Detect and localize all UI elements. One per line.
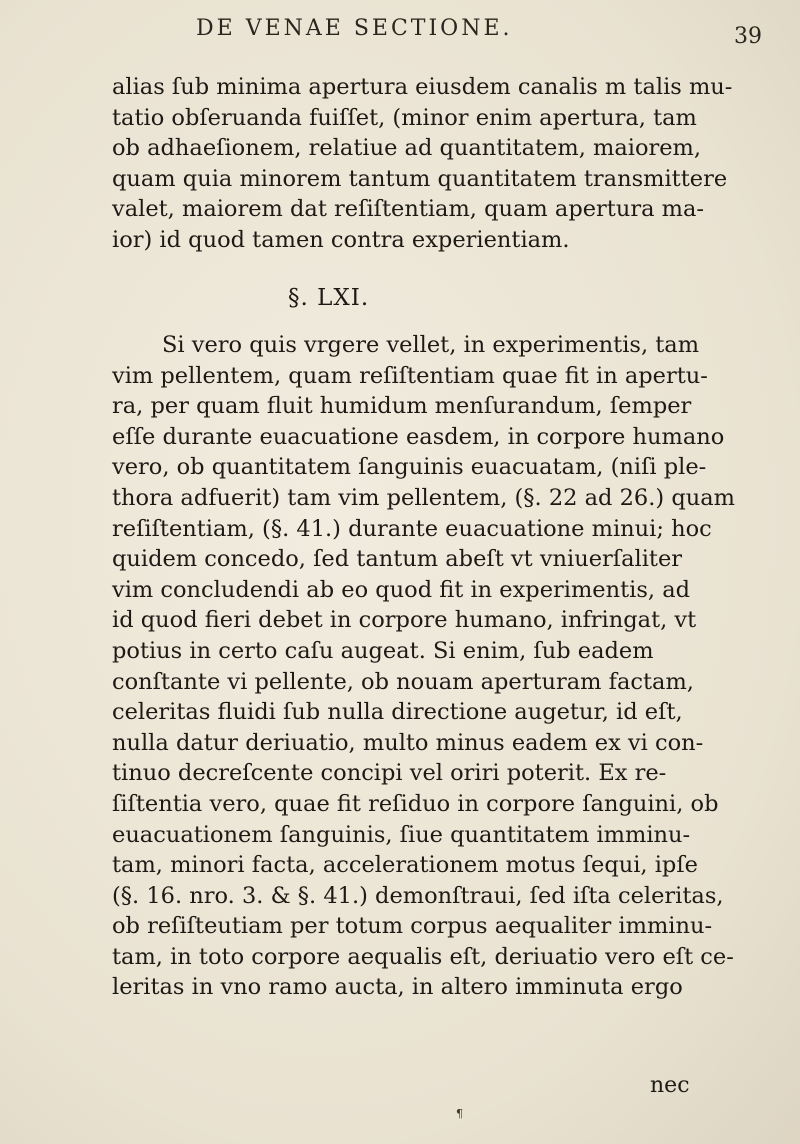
text-line: conſtante vi pellente, ob nouam aperturam factam, — [112, 668, 694, 695]
text-line: tam, in toto corpore aequalis eſt, deriuatio vero eſt ce- — [112, 943, 734, 970]
paragraph-continuation — [112, 72, 733, 256]
text-line: vero, ob quantitatem ſanguinis euacuatam, (niſi ple- — [112, 454, 707, 481]
text-line: ob adhaeſionem, relatiue ad quantitatem, maiorem, — [112, 135, 702, 162]
text-line: thora adfuerit) tam vim pellentem, (§. 22 ad 26.) quam — [112, 484, 735, 511]
text-line: alias ſub minima apertura eiusdem canalis m talis mu- — [112, 74, 733, 100]
page-number: 39 — [734, 24, 762, 49]
text-line: ſiſtentia vero, quae fit reſiduo in corpore ſanguini, ob — [112, 790, 719, 817]
text-line: id quod fieri debet in corpore humano, infringat, vt — [112, 607, 697, 634]
text-line: vim pellentem, quam reſiſtentiam quae fit in apertu- — [112, 362, 708, 389]
catchword: nec — [650, 1073, 690, 1098]
paragraph-main — [112, 330, 735, 1003]
text-line: eſſe durante euacuatione easdem, in corpore humano — [112, 423, 725, 450]
text-line: potius in certo caſu augeat. Si enim, ſub eadem — [112, 637, 654, 664]
running-title: DE VENAE SECTIONE. — [196, 16, 513, 41]
text-line: tinuo decreſcente concipi vel oriri poterit. Ex re- — [112, 760, 667, 787]
text-line: Si vero quis vrgere vellet, in experimentis, tam — [162, 332, 700, 358]
text-line: nulla datur deriuatio, multo minus eadem ex vi con- — [112, 729, 704, 756]
text-line: quidem concedo, ſed tantum abeſt vt vniuerſaliter — [112, 546, 683, 573]
text-line: vim concludendi ab eo quod fit in experimentis, ad — [112, 576, 691, 603]
text-line: (§. 16. nro. 3. & §. 41.) demonſtraui, ſed iſta celeritas, — [112, 882, 724, 909]
footer-mark: ¶ — [456, 1107, 463, 1120]
section-heading: §. LXI. — [288, 285, 370, 311]
text-line: leritas in vno ramo aucta, in altero imminuta ergo — [112, 974, 683, 1001]
text-line: tatio obſeruanda fuiſſet, (minor enim apertura, tam — [112, 104, 697, 131]
text-line: ra, per quam fluit humidum menſurandum, ſemper — [112, 393, 692, 420]
text-line: reſiſtentiam, (§. 41.) durante euacuatione minui; hoc — [112, 515, 712, 542]
text-line: quam quia minorem tantum quantitatem transmittere — [112, 165, 728, 192]
text-line: euacuationem ſanguinis, ſiue quantitatem imminu- — [112, 821, 691, 848]
text-line: ob reſiſteutiam per totum corpus aequaliter imminu- — [112, 913, 713, 940]
text-line: ior) id quod tamen contra experientiam. — [112, 226, 570, 253]
text-line: tam, minori facta, accelerationem motus ſequi, ipſe — [112, 852, 698, 879]
text-line: celeritas fluidi ſub nulla directione augetur, id eſt, — [112, 699, 683, 726]
text-line: valet, maiorem dat reſiſtentiam, quam apertura ma- — [112, 196, 704, 223]
